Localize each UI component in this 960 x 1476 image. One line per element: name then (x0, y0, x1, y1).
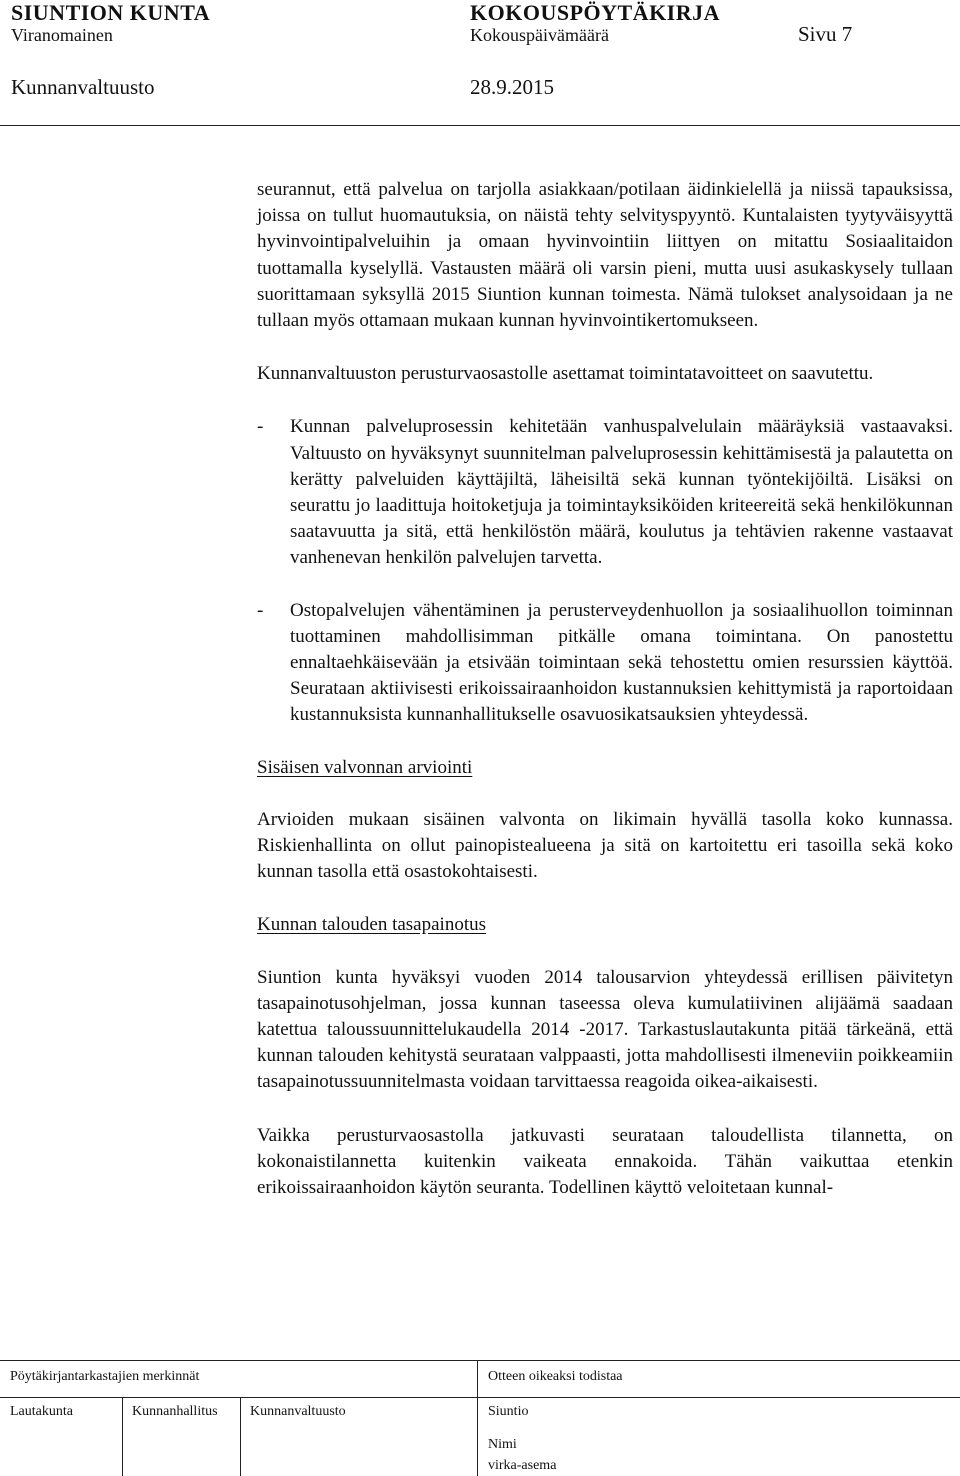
paragraph-5: Vaikka perusturvaosastolla jatkuvasti seurataan taloudellista tilannetta, on kokonaistilannetta kuitenkin vaikeata ennakoida. Tähän vaikuttaa etenkin erikoissairaanhoidon käytön seuranta. Todellinen käyttö veloitetaan kunnal- (257, 1124, 953, 1199)
meeting-date-label: Kokouspäivämäärä (470, 25, 609, 45)
certified-label: Otteen oikeaksi todistaa (488, 1369, 623, 1384)
footer-place: Siuntio (488, 1404, 529, 1419)
document-header (0, 0, 960, 128)
footer-col-board: Lautakunta (10, 1404, 73, 1419)
paragraph-3: Arvioiden mukaan sisäinen valvonta on likimain hyvällä tasolla koko kunnassa. Riskienhallinta on ollut painopistealueena ja sitä on kartoitettu eri tasoilla sekä koko kunnan tasolla että osastokohtaisesti. (257, 808, 953, 883)
footer-col-council: Kunnanvaltuusto (250, 1404, 346, 1419)
page-number: Sivu 7 (798, 22, 853, 46)
footer-divider (240, 1397, 241, 1476)
section-heading-internal-control: Sisäisen valvonnan arviointi (257, 756, 473, 778)
meeting-date: 28.9.2015 (470, 75, 554, 99)
footer-col-executive: Kunnanhallitus (132, 1404, 218, 1419)
authority-name: Kunnanvaltuusto (11, 75, 155, 99)
bullet-dash: - (257, 599, 264, 621)
document-body (257, 177, 953, 1228)
checkers-label: Pöytäkirjantarkastajien merkinnät (10, 1369, 200, 1384)
document-type: KOKOUSPÖYTÄKIRJA (470, 0, 721, 25)
paragraph-2: Kunnanvaltuuston perusturvaosastolle asettamat toimintatavoitteet on saavutettu. (257, 363, 874, 385)
footer-name-label: Nimi (488, 1437, 517, 1452)
bullet-dash: - (257, 416, 264, 438)
footer-divider (477, 1361, 478, 1476)
list-item-text: Ostopalvelujen vähentäminen ja perusterveydenhuollon ja sosiaalihuollon toiminnan tuottaminen mahdollisimman pitkälle omana toimintana. On panostettu ennaltaehkäisevään ja etsivään toimintaan sekä tehostettu omien resurssien käyttöä. Seurataan aktiivisesti erikoissairaanhoidon kustannuksien kehittymistä ja raportoidaan kustannuksista kunnanhallitukselle osavuosikatsauksien yhteydessä. (290, 599, 953, 726)
authority-label: Viranomainen (11, 25, 113, 45)
section-heading-economy-balancing: Kunnan talouden tasapainotus (257, 914, 487, 936)
footer-divider (0, 1397, 960, 1398)
document-footer (0, 1360, 960, 1476)
list-item (257, 414, 953, 571)
footer-position-label: virka-asema (488, 1458, 557, 1473)
paragraph-1: seurannut, että palvelua on tarjolla asiakkaan/potilaan äidinkielellä ja niissä tapauksissa, joissa on tullut huomautuksia, on näistä tehty selvityspyyntö. Kuntalaisten tyytyväisyyttä hyvinvointipalveluihin ja omaan hyvinvointiin liittyen on mitattu Sosiaalitaidon tuottamalla kyselyllä. Vastausten määrä oli varsin pieni, mutta uusi asukaskysely tullaan suorittamaan syksyllä 2015 Siuntion kunnan toimesta. Nämä tulokset analysoidaan ja ne tullaan myös ottamaan mukaan kunnan hyvinvointikertomukseen. (257, 179, 953, 332)
footer-divider (122, 1397, 123, 1476)
list-item (257, 598, 953, 729)
organization-name: SIUNTION KUNTA (11, 0, 211, 25)
header-divider (0, 125, 960, 126)
paragraph-4: Siuntion kunta hyväksyi vuoden 2014 talousarvion yhteydessä erillisen päivitetyn tasapainotusohjelman, jossa kunnan taseessa oleva kumulatiivinen alijäämä saadaan katettua taloussuunnittelukaudella 2014 -2017. Tarkastuslautakunta pitää tärkeänä, että kunnan talouden kehitystä seurataan valppaasti, jotta mahdollisesti ilmeneviin poikkeamiin tasapainotussuunnitelmasta voidaan tarvittaessa reagoida oikea-aikaisesti. (257, 966, 953, 1093)
list-item-text: Kunnan palveluprosessin kehitetään vanhuspalvelulain määräyksiä vastaavaksi. Valtuusto on hyväksynyt suunnitelman palveluprosessin kehittämisestä ja palautetta on kerätty palveluiden käyttäjiltä, läheisiltä sekä kunnan työntekijöiltä. Lisäksi on seurattu jo laadittuja hoitoketjuja ja toimintayksiköiden kriteereitä sekä henkilökunnan saatavuutta ja sitä, että henkilöstön määrä, koulutus ja tehtävien rakenne vastaavat vanhenevan henkilön palvelujen tarvetta. (290, 416, 953, 569)
